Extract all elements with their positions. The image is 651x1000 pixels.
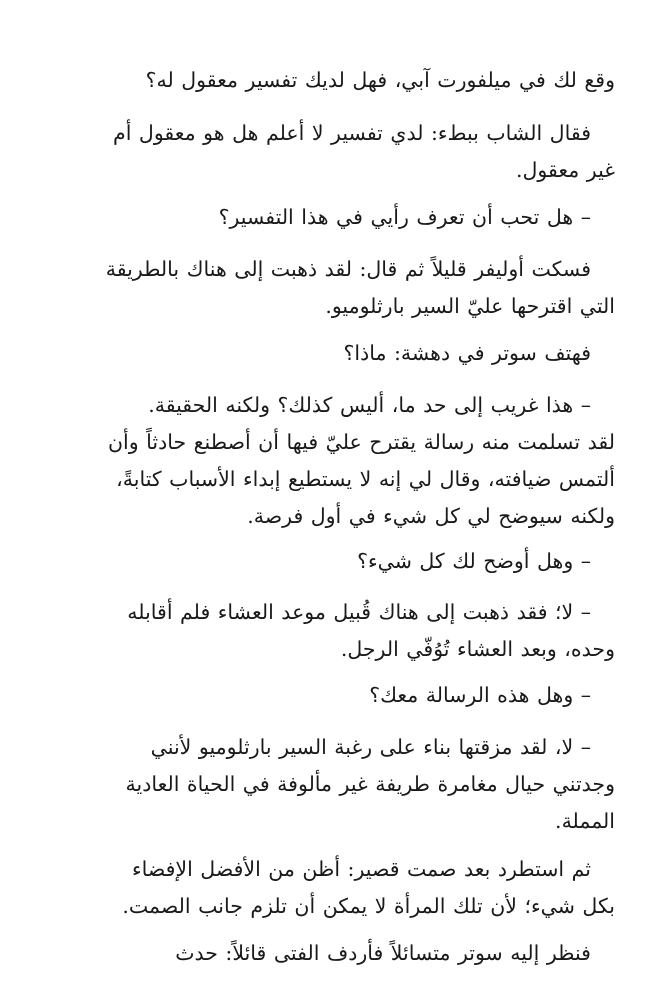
paragraph [36,935,615,972]
text-line: وقع لك في ميلفورت آبي، فهل لديك تفسير معقول له؟ [145,68,615,92]
paragraph [36,251,615,325]
text-line: بكل شيء؛ لأن تلك المرأة لا يمكن أن تلزم جانب الصمت. [122,894,615,918]
book-page [36,0,615,1000]
text-line: – هذا غريب إلى حد ما، أليس كذلك؟ ولكنه الحقيقة. [148,393,591,417]
paragraph [36,335,615,372]
text-line: فنظر إليه سوتر متسائلاً فأردف الفتى قائلاً: حدث [175,941,591,965]
paragraph [36,62,615,99]
paragraph [36,729,615,840]
text-line: ولكنه سيوضح لي كل شيء في أول فرصة. [247,504,615,528]
text-line: – هل تحب أن تعرف رأيي في هذا التفسير؟ [218,205,591,229]
text-line: وجدتني حيال مغامرة طريفة غير مألوفة في الحياة العادية [125,772,615,796]
text-line: وحده، وبعد العشاء تُوُفّي الرجل. [340,637,615,661]
paragraph [36,199,615,236]
text-line: لقد تسلمت منه رسالة يقترح عليّ فيها أن أصطنع حادثاً وأن [107,430,615,454]
paragraph [36,387,615,535]
text-line: – لا، لقد مزقتها بناء على رغبة السير بارثلوميو لأنني [150,735,591,759]
text-line: – وهل هذه الرسالة معك؟ [369,683,591,707]
text-line: فقال الشاب ببطء: لدي تفسير لا أعلم هل هو معقول أم [113,121,591,145]
text-line: فهتف سوتر في دهشة: ماذا؟ [343,341,591,365]
paragraph [36,594,615,668]
text-line: – لا؛ فقد ذهبت إلى هناك قُبيل موعد العشاء فلم أقابله [127,600,591,624]
paragraph [36,851,615,925]
text-line: ثم استطرد بعد صمت قصير: أظن من الأفضل الإفضاء [131,857,591,881]
text-line: – وهل أوضح لك كل شيء؟ [357,549,591,573]
paragraph [36,543,615,580]
paragraph [36,115,615,189]
text-line: فسكت أوليفر قليلاً ثم قال: لقد ذهبت إلى هناك بالطريقة [105,257,591,281]
paragraph [36,677,615,714]
text-line: ألتمس ضيافته، وقال لي إنه لا يستطيع إبداء الأسباب كتابةً، [116,467,615,491]
text-line: التي اقترحها عليّ السير بارثلوميو. [325,294,615,318]
text-line: المملة. [555,809,615,833]
text-line: غير معقول. [516,158,615,182]
